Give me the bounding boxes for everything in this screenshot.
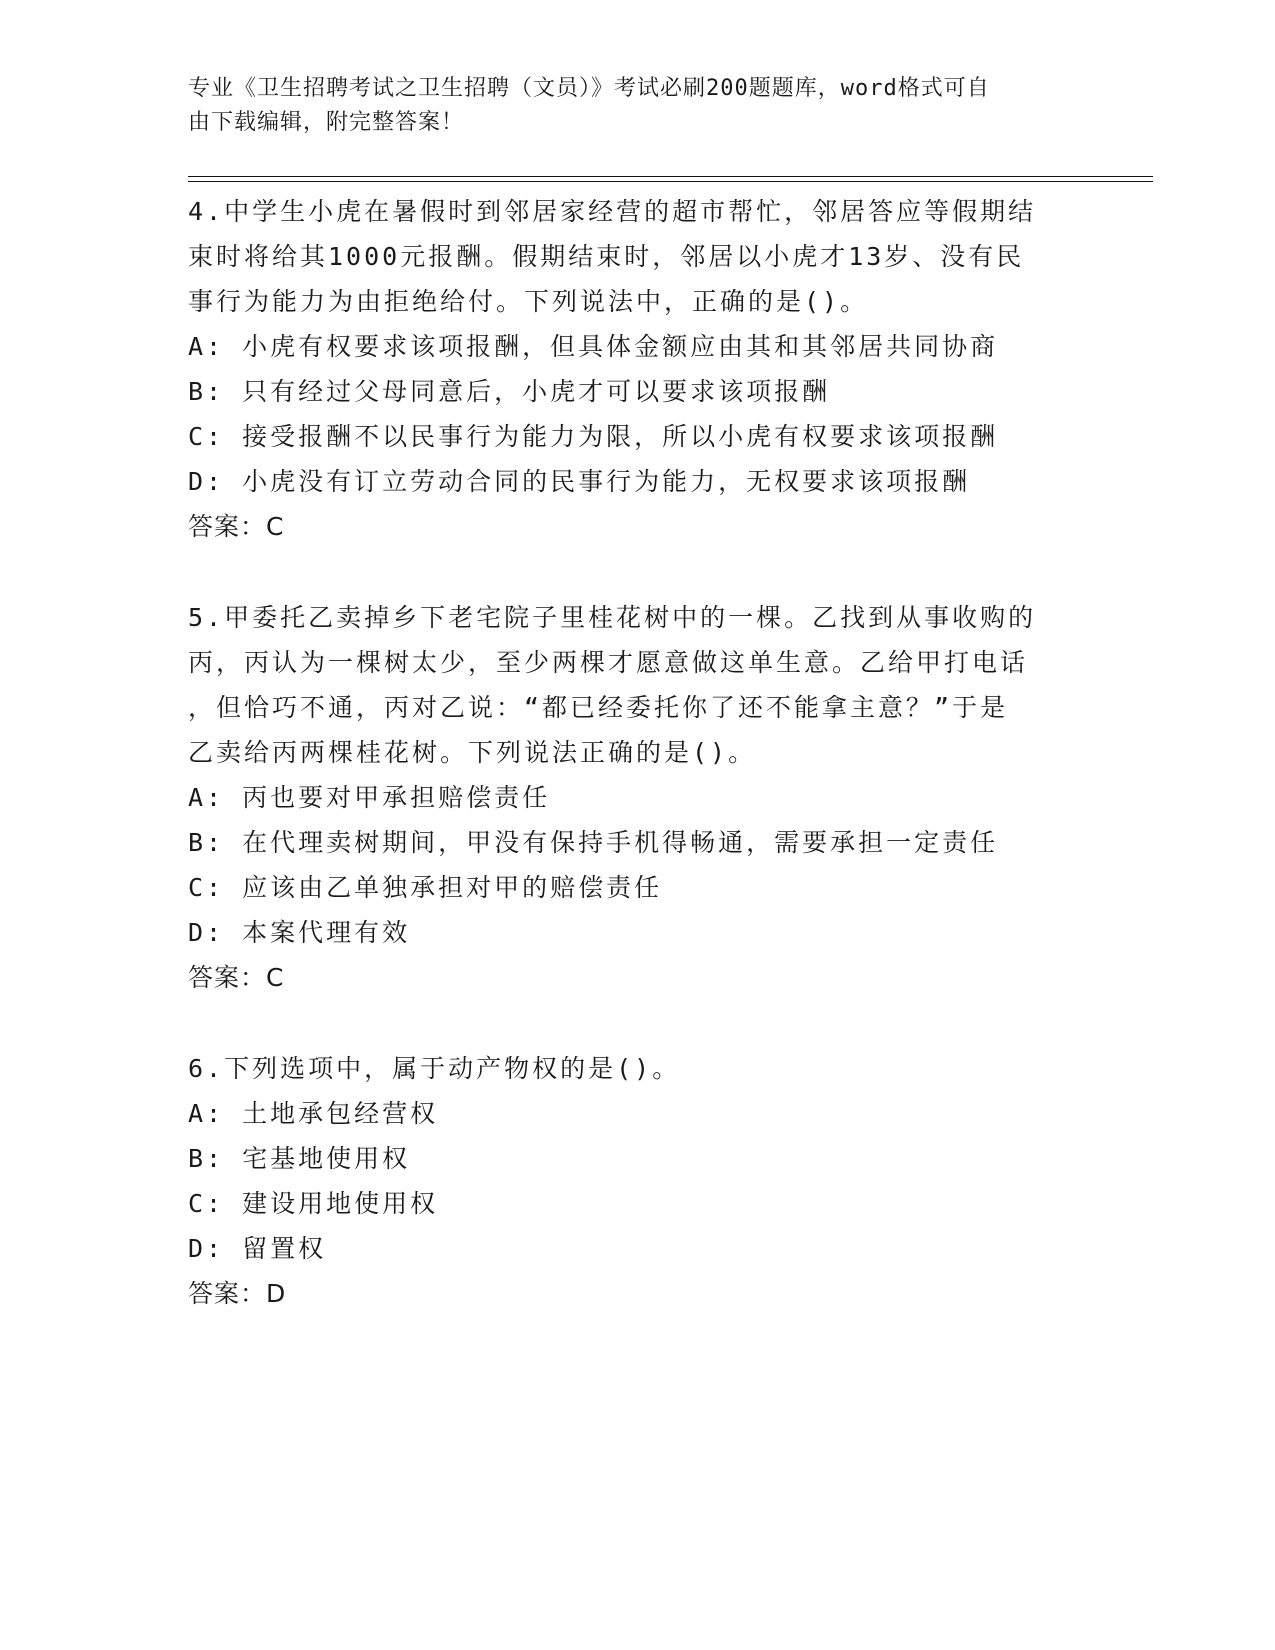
option-a: A: 土地承包经营权 (188, 1099, 439, 1128)
option-c: C: 接受报酬不以民事行为能力为限，所以小虎有权要求该项报酬 (188, 422, 999, 451)
answer-line: 答案：C (188, 963, 285, 992)
question-block (188, 189, 1068, 549)
question-stem: 5.甲委托乙卖掉乡下老宅院子里桂花树中的一棵。乙找到从事收购的 丙，丙认为一棵树太少，至少两棵才愿意做这单生意。乙给甲打电话 ，但恰巧不通，丙对乙说：“都已经委托你了还不能拿主意？”于是 乙卖给丙两棵桂花树。下列说法正确的是()。 (188, 603, 1037, 767)
question-spacer (188, 549, 1068, 595)
option-d: D: 小虎没有订立劳动合同的民事行为能力，无权要求该项报酬 (188, 467, 971, 496)
option-c: C: 建设用地使用权 (188, 1189, 439, 1218)
question-spacer (188, 1000, 1068, 1046)
option-b: B: 宅基地使用权 (188, 1144, 411, 1173)
question-block (188, 1046, 1068, 1316)
answer-line: 答案：D (188, 1279, 287, 1308)
header-divider-bottom (188, 181, 1153, 182)
header-divider-top (188, 176, 1153, 177)
option-d: D: 本案代理有效 (188, 918, 411, 947)
question-stem: 4.中学生小虎在暑假时到邻居家经营的超市帮忙，邻居答应等假期结 束时将给其1000元报酬。假期结束时，邻居以小虎才13岁、没有民 事行为能力为由拒绝给付。下列说法中，正确的是()。 (188, 197, 1037, 316)
option-a: A: 小虎有权要求该项报酬，但具体金额应由其和其邻居共同协商 (188, 332, 999, 361)
option-b: B: 在代理卖树期间，甲没有保持手机得畅通，需要承担一定责任 (188, 828, 999, 857)
answer-line: 答案：C (188, 512, 285, 541)
question-block (188, 595, 1068, 1000)
question-list (188, 189, 1068, 1316)
header-title-line-2: 由下载编辑，附完整答案！ (188, 110, 465, 135)
header-title-line-1: 专业《卫生招聘考试之卫生招聘（文员）》考试必刷200题题库，word格式可自 (188, 76, 990, 101)
document-header (188, 72, 1068, 140)
question-stem: 6.下列选项中，属于动产物权的是()。 (188, 1054, 681, 1083)
option-b: B: 只有经过父母同意后，小虎才可以要求该项报酬 (188, 377, 831, 406)
option-c: C: 应该由乙单独承担对甲的赔偿责任 (188, 873, 663, 902)
option-d: D: 留置权 (188, 1234, 327, 1263)
option-a: A: 丙也要对甲承担赔偿责任 (188, 783, 551, 812)
